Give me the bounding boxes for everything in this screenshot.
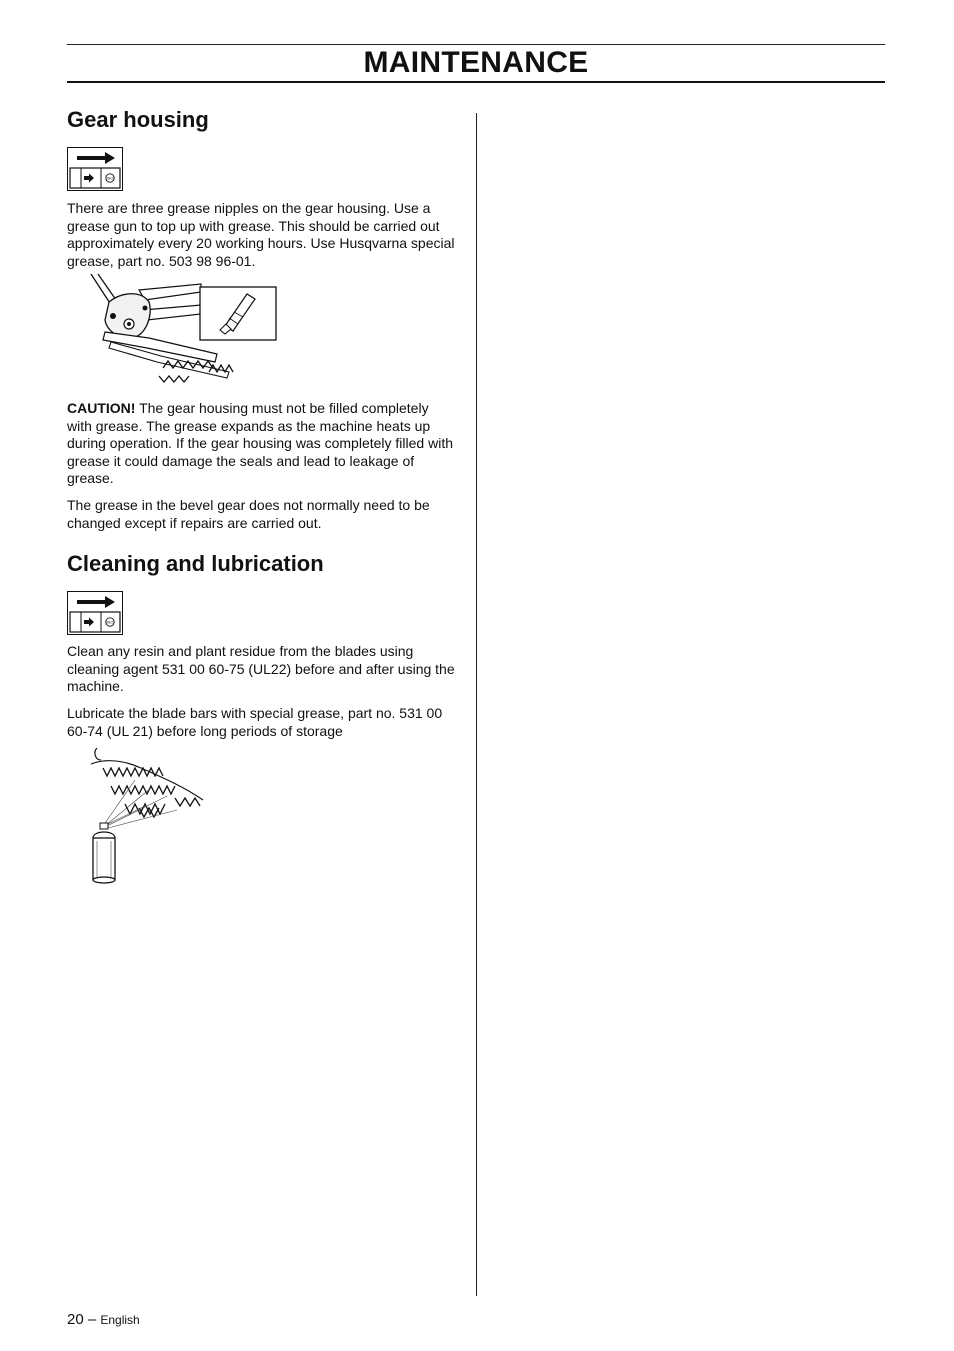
caution-label: CAUTION! — [67, 400, 136, 416]
page-footer — [67, 1311, 140, 1328]
maintenance-arrow-icon — [67, 591, 123, 635]
caution-text: The gear housing must not be filled completely with grease. The grease expands as the machine heats up during operation. If the gear housing was completely filled with grease it could damage the seals and lead to leakage of grease. — [67, 400, 453, 486]
column-divider — [476, 113, 477, 1296]
page-title: MAINTENANCE — [363, 46, 589, 79]
grease-gun-illustration — [89, 272, 281, 390]
svg-text:ISO: ISO — [106, 619, 114, 625]
spray-can-illustration — [89, 746, 207, 886]
gear-housing-paragraph: There are three grease nipples on the gear housing. Use a grease gun to top up with grease. This should be carried out approximately every 20 working hours. Use Husqvarna special grease, part no. 503 98 96-01. — [67, 200, 455, 269]
bevel-gear-note: The grease in the bevel gear does not normally need to be changed except if repairs are carried out. — [67, 497, 430, 531]
maintenance-arrow-icon — [67, 147, 123, 191]
footer-language: English — [100, 1313, 140, 1327]
section-heading-gear-housing: Gear housing — [67, 107, 209, 132]
footer-separator: – — [83, 1311, 101, 1328]
section-heading-cleaning-lubrication: Cleaning and lubrication — [67, 551, 324, 576]
header-rule-bottom — [67, 81, 885, 83]
cleaning-paragraph: Clean any resin and plant residue from the blades using cleaning agent 531 00 60-75 (UL22) before and after using the machine. — [67, 643, 455, 694]
lubrication-paragraph: Lubricate the blade bars with special grease, part no. 531 00 60-74 (UL 21) before long periods of storage — [67, 705, 443, 739]
page-number: 20 — [67, 1311, 84, 1328]
caution-paragraph — [67, 400, 455, 488]
svg-text:ISO: ISO — [106, 175, 114, 181]
